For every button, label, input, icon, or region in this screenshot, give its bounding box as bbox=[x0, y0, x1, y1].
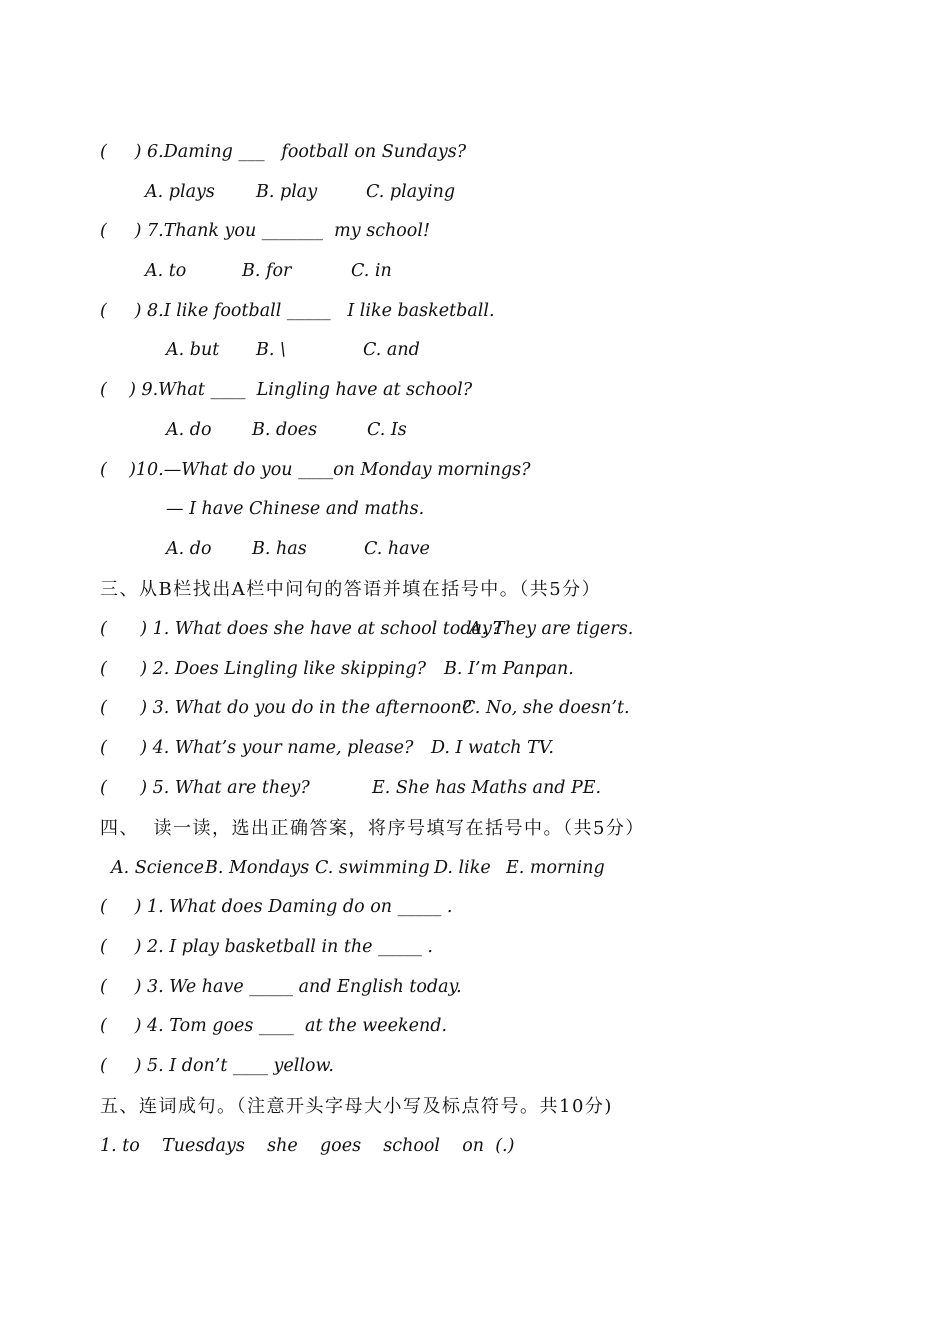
option-b: B. play bbox=[256, 182, 318, 202]
match-answer: A. They are tigers. bbox=[469, 619, 634, 639]
match-question: ( ) 3. What do you do in the afternoon? bbox=[100, 698, 472, 718]
fill-blank-item bbox=[0, 1054, 334, 1102]
match-question: ( ) 1. What does she have at school today? bbox=[100, 619, 502, 639]
match-question: ( ) 4. What’s your name, please? bbox=[100, 738, 414, 758]
match-answer: B. I’m Panpan. bbox=[444, 659, 574, 679]
word-option: A. Science bbox=[111, 858, 204, 878]
match-question: ( ) 2. Does Lingling like skipping? bbox=[100, 659, 426, 679]
section-3-heading: 三、从B栏找出A栏中问句的答语并填在括号中。（共5分） bbox=[100, 579, 602, 600]
option-a: A. do bbox=[166, 420, 212, 440]
option-b: B. does bbox=[252, 420, 318, 440]
option-c: C. Is bbox=[367, 420, 407, 440]
option-c: C. in bbox=[351, 261, 392, 281]
scrambled-words: 1. to Tuesdays she goes school on (.) bbox=[100, 1136, 515, 1156]
section-4-heading: 四、 读一读，选出正确答案，将序号填写在括号中。（共5分） bbox=[100, 818, 645, 839]
match-answer: E. She has Maths and PE. bbox=[372, 778, 602, 798]
fill-blank-text: ( ) 4. Tom goes ____ at the weekend. bbox=[100, 1016, 448, 1036]
section-5-heading: 五、连词成句。（注意开头字母大小写及标点符号。共10分) bbox=[100, 1096, 613, 1117]
option-c: C. playing bbox=[366, 182, 456, 202]
option-a: A. but bbox=[166, 340, 220, 360]
word-option: C. swimming bbox=[315, 858, 430, 878]
option-a: A. to bbox=[145, 261, 187, 281]
option-b: B. for bbox=[242, 261, 292, 281]
question-stem: ( ) 6.Daming ___ football on Sundays? bbox=[100, 142, 467, 162]
fill-blank-text: ( ) 1. What does Daming do on _____ . bbox=[100, 897, 453, 917]
option-c: C. have bbox=[364, 539, 430, 559]
option-b: B. has bbox=[252, 539, 307, 559]
option-c: C. and bbox=[363, 340, 420, 360]
fill-blank-text: ( ) 3. We have _____ and English today. bbox=[100, 977, 462, 997]
sentence-item bbox=[0, 1134, 515, 1182]
option-b: B. \ bbox=[256, 340, 286, 360]
option-a: A. plays bbox=[145, 182, 215, 202]
question-stem: ( ) 9.What ____ Lingling have at school? bbox=[100, 380, 473, 400]
match-answer: C. No, she doesn’t. bbox=[462, 698, 630, 718]
question-stem: ( ) 7.Thank you _______ my school! bbox=[100, 221, 430, 241]
question-stem: ( ) 8.I like football _____ I like basketball. bbox=[100, 301, 495, 321]
question-stem: ( )10.—What do you ____on Monday mornings? bbox=[100, 460, 531, 480]
match-question: ( ) 5. What are they? bbox=[100, 778, 310, 798]
fill-blank-text: ( ) 2. I play basketball in the _____ . bbox=[100, 937, 433, 957]
dialogue-reply: — I have Chinese and maths. bbox=[166, 499, 425, 519]
word-option: D. like bbox=[434, 858, 491, 878]
word-option: E. morning bbox=[506, 858, 605, 878]
fill-blank-text: ( ) 5. I don’t ____ yellow. bbox=[100, 1056, 334, 1076]
match-answer: D. I watch TV. bbox=[431, 738, 554, 758]
word-option: B. Mondays bbox=[205, 858, 310, 878]
option-a: A. do bbox=[166, 539, 212, 559]
